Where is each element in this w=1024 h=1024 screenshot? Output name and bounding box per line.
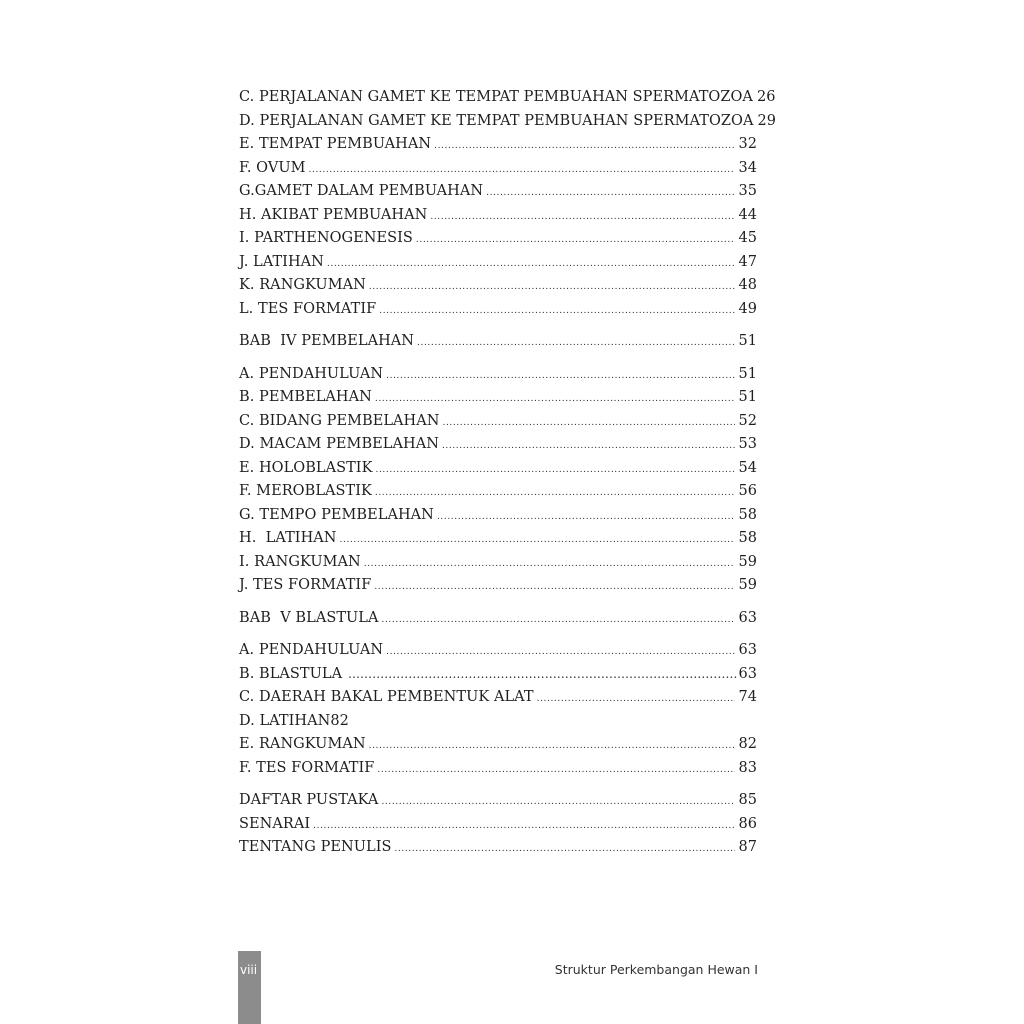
toc-entry-label: I. PARTHENOGENESIS: [239, 230, 413, 246]
toc-entry-label: A. PENDAHULUAN: [239, 365, 384, 382]
toc-entry-label: L. TES FORMATIF: [239, 300, 377, 317]
toc-entry: [239, 686, 757, 710]
dot-leader: [327, 260, 736, 269]
dot-leader: [382, 616, 736, 625]
dot-leader: [375, 395, 736, 404]
toc-entry: [239, 133, 757, 157]
toc-entry-label: TENTANG PENULIS: [239, 839, 392, 855]
toc-entry-label: K. RANGKUMAN: [239, 277, 366, 293]
toc-entry: [239, 157, 757, 181]
dot-leader: [348, 668, 737, 680]
toc-entry: [239, 298, 757, 322]
dot-leader: [386, 372, 735, 381]
toc-entry-label: C. BIDANG PEMBELAHAN: [239, 412, 440, 429]
toc-entry-label: C. DAERAH BAKAL PEMBENTUK ALAT: [239, 689, 534, 705]
toc-entry-page: 63: [738, 642, 757, 658]
toc-entry-page: 85: [738, 792, 757, 808]
toc-entry: [239, 110, 777, 134]
toc-entry-page: 63: [738, 609, 757, 626]
toc-entry-page: 53: [738, 436, 757, 452]
toc-entry-page: 51: [738, 389, 757, 405]
toc-entry: [239, 86, 776, 110]
toc-entry-page: 82: [738, 736, 757, 752]
toc-entry: [239, 710, 757, 734]
toc-entry: [239, 733, 757, 757]
dot-leader: [437, 513, 736, 522]
toc-entry: [239, 757, 757, 781]
toc-entry-label: J. LATIHAN: [239, 253, 324, 270]
dot-leader: [374, 583, 735, 592]
toc-entry-page: 32: [738, 136, 757, 152]
dot-leader: [313, 822, 735, 831]
dot-leader: [416, 236, 736, 245]
page-number: viii: [240, 963, 258, 977]
toc-entry: [239, 574, 757, 598]
toc-entry-page: 44: [738, 206, 757, 223]
toc-entry-label: B. BLASTULA: [239, 665, 343, 682]
toc-entry-page: 58: [738, 530, 757, 546]
toc-entry: [239, 527, 757, 551]
toc-entry-label: E. HOLOBLASTIK: [239, 459, 373, 476]
running-footer-title: Struktur Perkembangan Hewan I: [554, 962, 758, 977]
toc-entry: [239, 386, 757, 410]
dot-leader: [379, 307, 735, 316]
toc-entry: [239, 251, 757, 275]
toc-chapter-entry: [239, 607, 757, 631]
toc-entry: [239, 410, 757, 434]
toc-entry-page: 86: [738, 815, 757, 832]
dot-leader: [443, 419, 736, 428]
toc-entry-label: G. TEMPO PEMBELAHAN: [239, 506, 434, 523]
dot-leader: [417, 339, 735, 348]
dot-leader: [486, 189, 735, 198]
toc-entry-label: H. LATIHAN: [239, 530, 337, 546]
toc-entry-page: 48: [738, 277, 757, 293]
dot-leader: [430, 213, 735, 222]
dot-leader: [394, 845, 735, 854]
toc-entry: [239, 204, 757, 228]
toc-entry-label: BAB IV PEMBELAHAN: [239, 333, 415, 349]
toc-entry-page: 51: [738, 365, 757, 382]
toc-entry-page: 59: [738, 577, 757, 593]
toc-entry-page: 74: [738, 689, 757, 705]
toc-entry-page: 29: [757, 112, 777, 129]
toc-entry-label: BAB V BLASTULA: [239, 609, 379, 626]
dot-leader: [381, 798, 735, 807]
toc-entry-page: 58: [738, 506, 757, 523]
toc-entry-page: 45: [738, 230, 757, 246]
toc-entry-page: 63: [738, 665, 757, 682]
toc-entry-label: D. MACAM PEMBELAHAN: [239, 436, 439, 452]
toc-entry: [239, 789, 757, 813]
toc-entry-page: 87: [738, 839, 757, 855]
toc-entry: [239, 363, 757, 387]
toc-entry: [239, 480, 757, 504]
toc-entry-page: 34: [738, 159, 757, 176]
toc-entry-label: D. LATIHAN82: [239, 712, 349, 729]
toc-entry-page: 49: [738, 300, 757, 317]
toc-entry: [239, 274, 757, 298]
toc-entry-label: E. RANGKUMAN: [239, 736, 366, 752]
toc-entry-page: 47: [738, 253, 757, 270]
toc-entry: [239, 457, 757, 481]
toc-entry: [239, 504, 757, 528]
toc-entry-label: F. TES FORMATIF: [239, 759, 375, 776]
toc-entry-label: B. PEMBELAHAN: [239, 389, 372, 405]
toc-entry-label: F. OVUM: [239, 159, 306, 176]
toc-entry: [239, 180, 757, 204]
table-of-contents: [239, 86, 777, 860]
toc-entry-page: 54: [738, 459, 757, 476]
dot-leader: [442, 442, 735, 451]
dot-leader: [364, 560, 736, 569]
toc-entry-label: I. RANGKUMAN: [239, 553, 361, 570]
toc-entry-label: C. PERJALANAN GAMET KE TEMPAT PEMBUAHAN SPERMATOZOA: [239, 89, 753, 105]
dot-leader: [340, 536, 736, 545]
toc-entry: [239, 663, 757, 687]
toc-entry: [239, 433, 757, 457]
toc-entry-label: D. PERJALANAN GAMET KE TEMPAT PEMBUAHAN SPERMATOZOA: [239, 112, 754, 129]
toc-entry: [239, 551, 757, 575]
dot-leader: [386, 648, 735, 657]
dot-leader: [369, 283, 736, 292]
toc-chapter-entry: [239, 330, 757, 354]
toc-entry-label: G.GAMET DALAM PEMBUAHAN: [239, 183, 484, 199]
toc-entry-page: 35: [738, 183, 757, 199]
toc-entry-label: H. AKIBAT PEMBUAHAN: [239, 206, 428, 223]
toc-entry-label: F. MEROBLASTIK: [239, 483, 372, 499]
dot-leader: [375, 489, 736, 498]
dot-leader: [369, 742, 736, 751]
toc-entry-label: DAFTAR PUSTAKA: [239, 792, 379, 808]
toc-entry-page: 56: [738, 483, 757, 499]
toc-entry-page: 83: [738, 759, 757, 776]
toc-entry-page: 52: [738, 412, 757, 429]
toc-entry: [239, 639, 757, 663]
toc-entry-label: A. PENDAHULUAN: [239, 642, 384, 658]
dot-leader: [434, 142, 735, 151]
toc-entry-label: E. TEMPAT PEMBUAHAN: [239, 136, 432, 152]
dot-leader: [375, 466, 735, 475]
toc-entry-page: 26: [756, 89, 776, 105]
dot-leader: [377, 766, 735, 775]
dot-leader: [537, 695, 736, 704]
toc-entry-page: 51: [738, 333, 757, 349]
toc-entry-label: J. TES FORMATIF: [239, 577, 372, 593]
dot-leader: [309, 166, 736, 175]
toc-entry-page: 59: [738, 553, 757, 570]
toc-entry: [239, 813, 757, 837]
toc-entry-label: SENARAI: [239, 815, 311, 832]
toc-entry: [239, 836, 757, 860]
toc-entry: [239, 227, 757, 251]
